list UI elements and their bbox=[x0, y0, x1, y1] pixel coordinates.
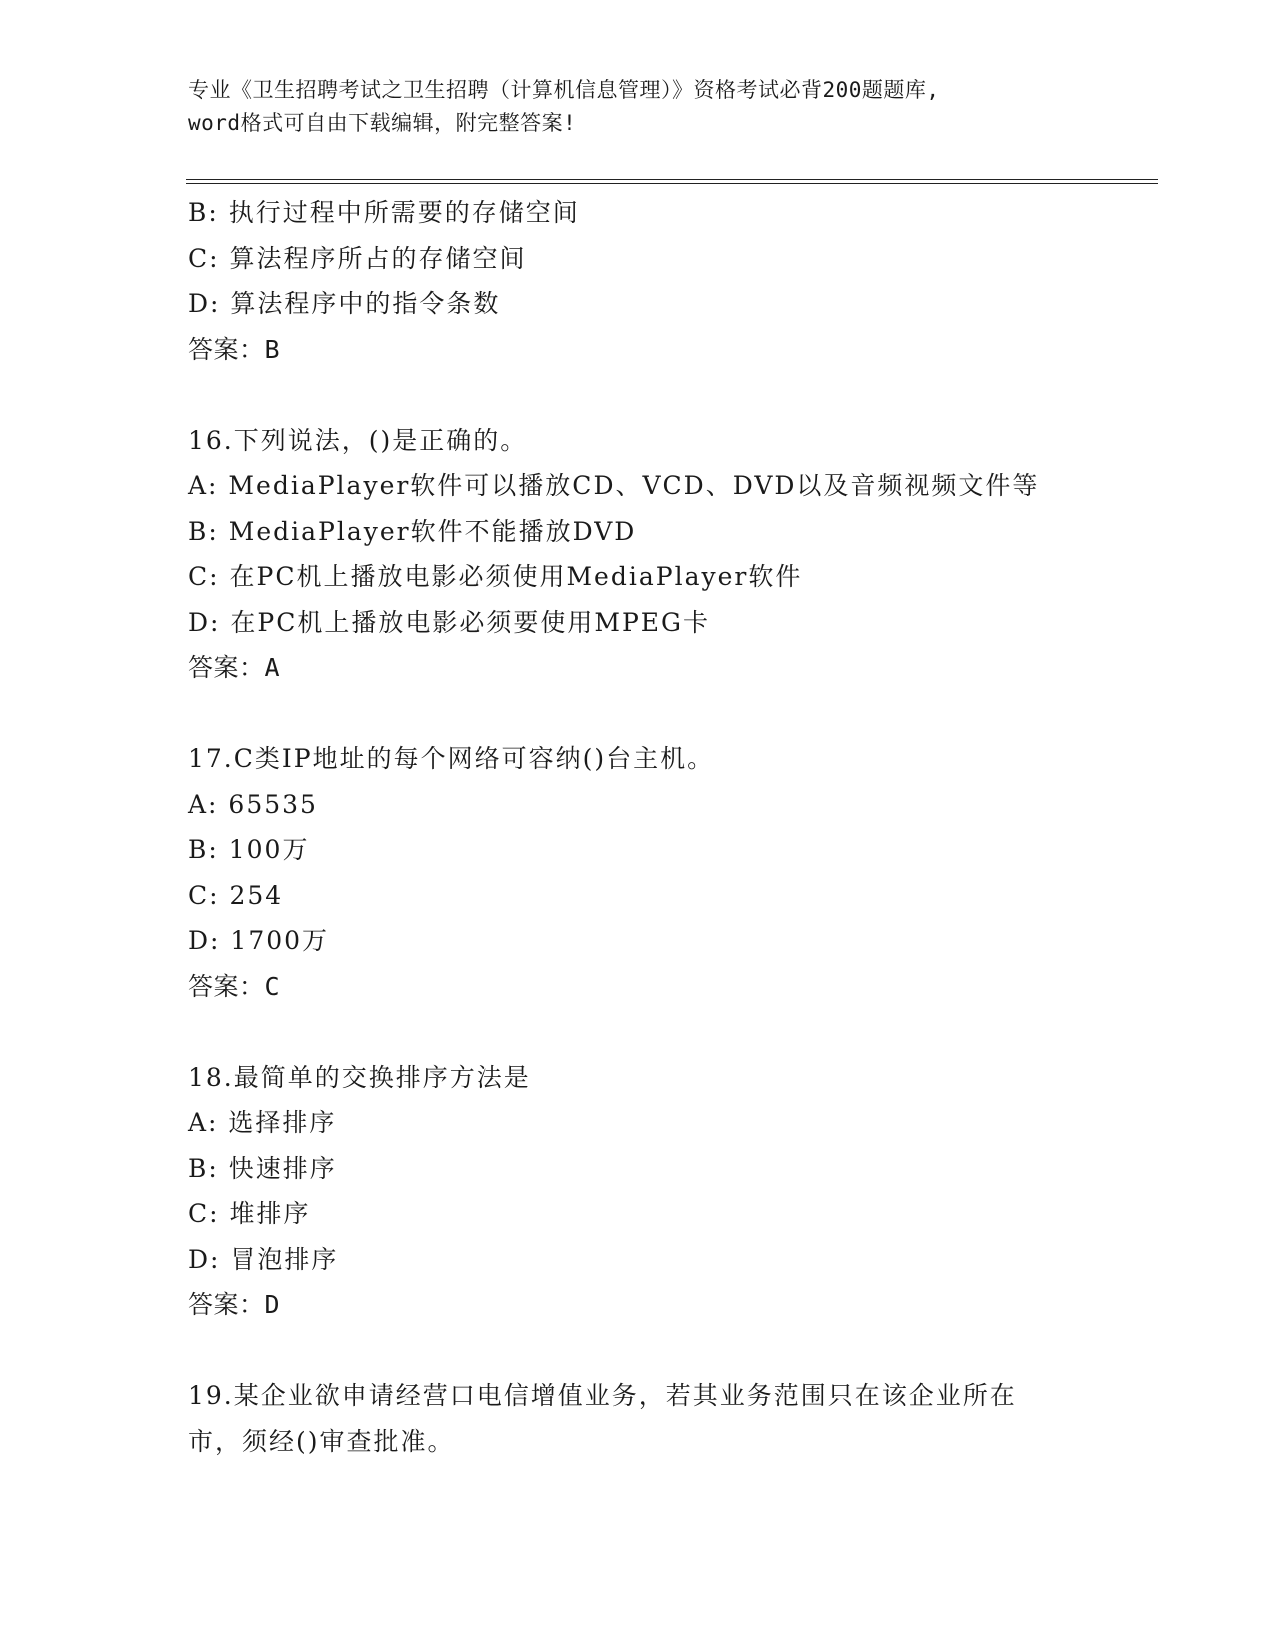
option-b: B: 快速排序 bbox=[188, 1153, 337, 1183]
spacer bbox=[188, 1009, 1088, 1055]
option-b: B: MediaPlayer软件不能播放DVD bbox=[188, 516, 637, 546]
option-a: A: MediaPlayer软件可以播放CD、VCD、DVD以及音频视频文件等 bbox=[188, 471, 1040, 500]
spacer bbox=[188, 691, 1088, 737]
question-list bbox=[188, 190, 1088, 1464]
option-a: A: 选择排序 bbox=[188, 1108, 337, 1137]
header-divider-top bbox=[186, 179, 1158, 180]
spacer bbox=[188, 372, 1088, 418]
question-stem: 18.最简单的交换排序方法是 bbox=[188, 1062, 531, 1092]
option-d: D: 冒泡排序 bbox=[188, 1244, 339, 1274]
spacer bbox=[188, 1328, 1088, 1374]
option-d: D: 算法程序中的指令条数 bbox=[188, 289, 501, 318]
option-c: C: 在PC机上播放电影必须使用MediaPlayer软件 bbox=[188, 562, 803, 591]
question-stem-line-2: 市，须经()审查批准。 bbox=[188, 1426, 455, 1456]
option-b: B: 100万 bbox=[188, 835, 310, 864]
answer: 答案：B bbox=[188, 334, 281, 364]
option-d: D: 1700万 bbox=[188, 926, 330, 955]
question-stem: 17.C类IP地址的每个网络可容纳()台主机。 bbox=[188, 744, 715, 773]
header-line-2: word格式可自由下载编辑，附完整答案! bbox=[188, 111, 577, 135]
document-header bbox=[188, 74, 1088, 140]
option-b: B: 执行过程中所需要的存储空间 bbox=[188, 198, 580, 227]
question-stem: 16.下列说法，()是正确的。 bbox=[188, 425, 528, 455]
option-d: D: 在PC机上播放电影必须要使用MPEG卡 bbox=[188, 607, 711, 637]
question-stem-line-1: 19.某企业欲申请经营口电信增值业务，若其业务范围只在该企业所在 bbox=[188, 1381, 1017, 1410]
option-c: C: 堆排序 bbox=[188, 1199, 311, 1228]
answer: 答案：A bbox=[188, 653, 281, 682]
answer: 答案：C bbox=[188, 971, 281, 1001]
option-c: C: 算法程序所占的存储空间 bbox=[188, 243, 527, 273]
header-divider-bottom bbox=[186, 183, 1158, 184]
answer: 答案：D bbox=[188, 1290, 281, 1319]
option-a: A: 65535 bbox=[188, 789, 318, 819]
header-line-1: 专业《卫生招聘考试之卫生招聘（计算机信息管理）》资格考试必背200题题库, bbox=[188, 78, 940, 102]
option-c: C: 254 bbox=[188, 880, 284, 910]
